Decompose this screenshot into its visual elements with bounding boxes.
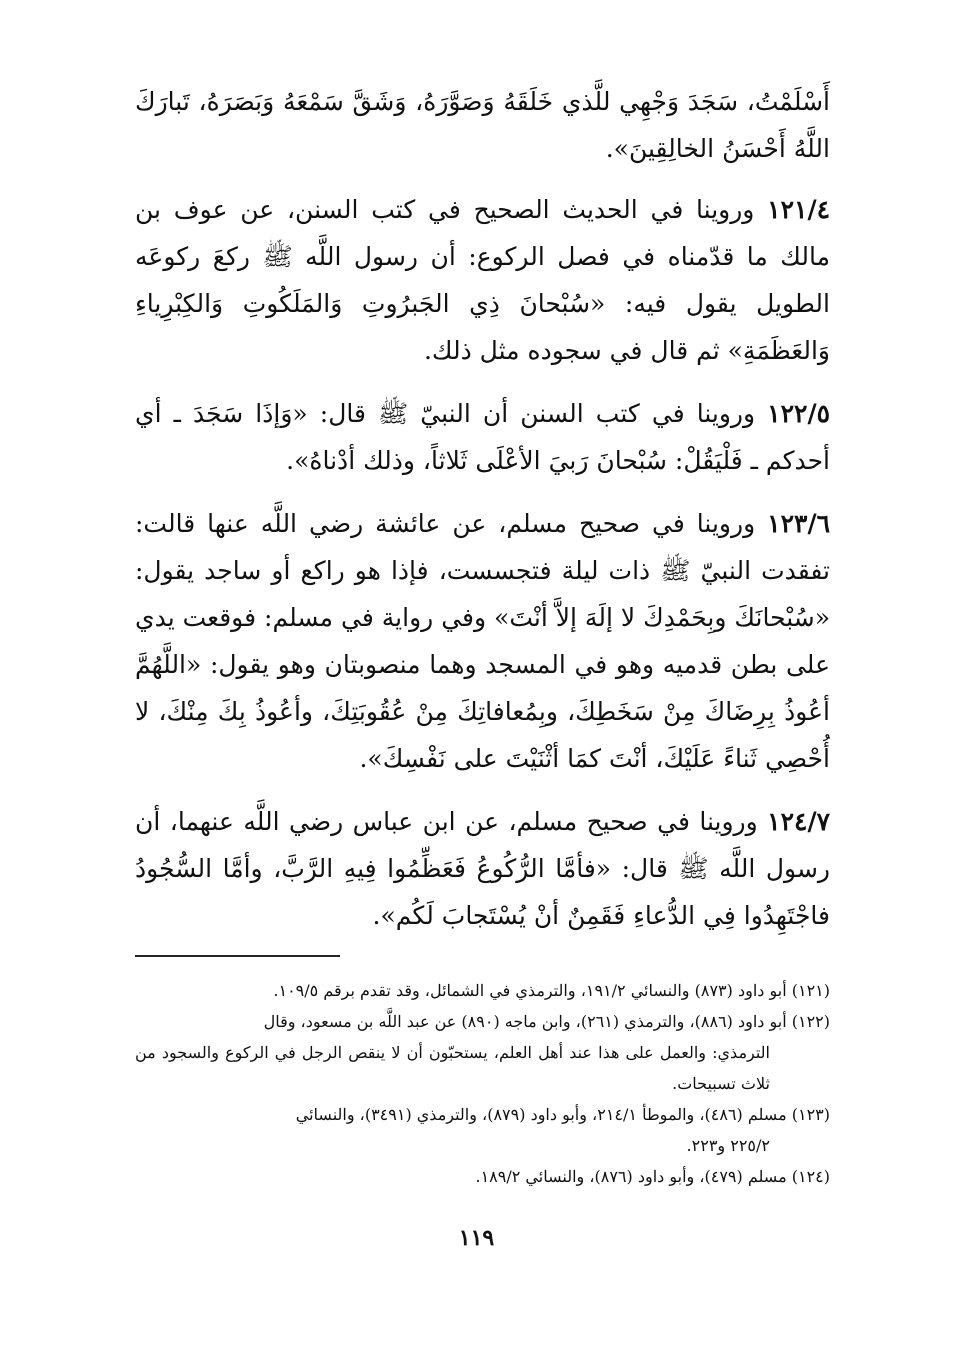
footnote-text: (١٢٣) مسلم (٤٨٦)، والموطأ ٢١٤/١، وأبو داود (٨٧٩)، والترمذي (٣٤٩١)، والنسائي [295,1105,830,1124]
paragraph-text: وروينا في صحيح مسلم، عن عائشة رضي اللَّه عنها قالت: تفقدت النبيّ ﷺ ذات ليلة فتجسست، فإذا هو راكع أو ساجد يقول: «سُبْحانَكَ وبِحَمْدِكَ لا إلَهَ إلاَّ أنْتَ» وفي رواية في مسلم: فوقعت يدي على بطن قدميه وهو في المسجد وهما منصوبتان وهو يقول: «اللَّهُمَّ أعُوذُ بِرِضَاكَ مِنْ سَخَطِكَ، وبِمُعافاتِكَ مِنْ عُقُوبَتِكَ، وأعُوذُ بِكَ مِنْكَ، لا أُحْصِي ثَناءً عَلَيْكَ، أنْتَ كمَا أثْنَيْتَ على نَفْسِكَ». [135,509,830,773]
paragraph-123 [135,500,830,782]
footnote-122-continuation [135,1037,830,1099]
paragraph-text: وروينا في الحديث الصحيح في كتب السنن، عن عوف بن مالك ما قدّمناه في فصل الركوع: أن رسول اللَّه ﷺ ركعَ ركوعَه الطويل يقول فيه: «سُبْحانَ ذِي الجَبرُوتِ وَالمَلَكُوتِ وَالكِبْرِياءِ وَالعَظَمَةِ» ثم قال في سجوده مثل ذلك. [135,195,830,365]
paragraph-121 [135,186,830,374]
footnote-122 [135,1006,830,1037]
paragraph-text: وروينا في كتب السنن أن النبيّ ﷺ قال: «وَإذَا سَجَدَ ـ أي أحدكم ـ فَلْيَقُلْ: سُبْحانَ رَبيَ الأعْلَى ثَلاثاً، وذلك أدْناهُ». [135,399,830,475]
main-text [135,78,830,939]
footnote-text: الترمذي: والعمل على هذا عند أهل العلم، يستحبّون أن لا ينقص الرجل في الركوع والسجود من ثلاث تسبيحات. [135,1043,770,1093]
footnote-divider [135,955,340,957]
page-number: ١١٩ [458,1225,495,1251]
paragraph-number: ١٢٤/٧ [767,807,831,836]
footnote-121 [135,975,830,1006]
paragraph-intro [135,78,830,172]
footnote-text: ٢٢٥/٢ و٢٢٣. [686,1136,770,1155]
paragraph-number: ١٢٢/٥ [767,399,831,428]
paragraph-number: ١٢١/٤ [767,195,830,224]
footnote-123 [135,1099,830,1130]
paragraph-text: أَسْلَمْتُ، سَجَدَ وَجْهِي للَّذي خَلَقَهُ وَصَوَّرَهُ، وَشَقَّ سَمْعَهُ وَبَصَرَهُ، تَبارَكَ اللَّهُ أَحْسَنُ الخالِقِينَ». [135,87,830,163]
paragraph-text: وروينا في صحيح مسلم، عن ابن عباس رضي اللَّه عنهما، أن رسول اللَّه ﷺ قال: «فأمَّا الرُّكُوعُ فَعَظِّمُوا فِيهِ الرَّبَّ، وأمَّا السُّجُودُ فاجْتَهِدُوا فِي الدُّعاءِ فَقَمِنٌ أنْ يُسْتَجابَ لَكُم». [135,807,830,930]
footnote-text: (١٢٢) أبو داود (٨٨٦)، والترمذي (٢٦١)، وابن ماجه (٨٩٠) عن عبد اللَّه بن مسعود، وقال [263,1012,830,1031]
footnotes [135,975,830,1192]
footnote-124 [135,1161,830,1192]
paragraph-122 [135,390,830,484]
paragraph-124 [135,798,830,939]
paragraph-number: ١٢٣/٦ [767,509,831,538]
page-content [135,78,830,1192]
footnote-text: (١٢٤) مسلم (٤٧٩)، وأبو داود (٨٧٦)، والنسائي ١٨٩/٢. [475,1167,830,1186]
footnote-text: (١٢١) أبو داود (٨٧٣) والنسائي ١٩١/٢، والترمذي في الشمائل، وقد تقدم برقم ١٠٩/٥. [273,981,830,1000]
footnote-123-continuation [135,1130,830,1161]
